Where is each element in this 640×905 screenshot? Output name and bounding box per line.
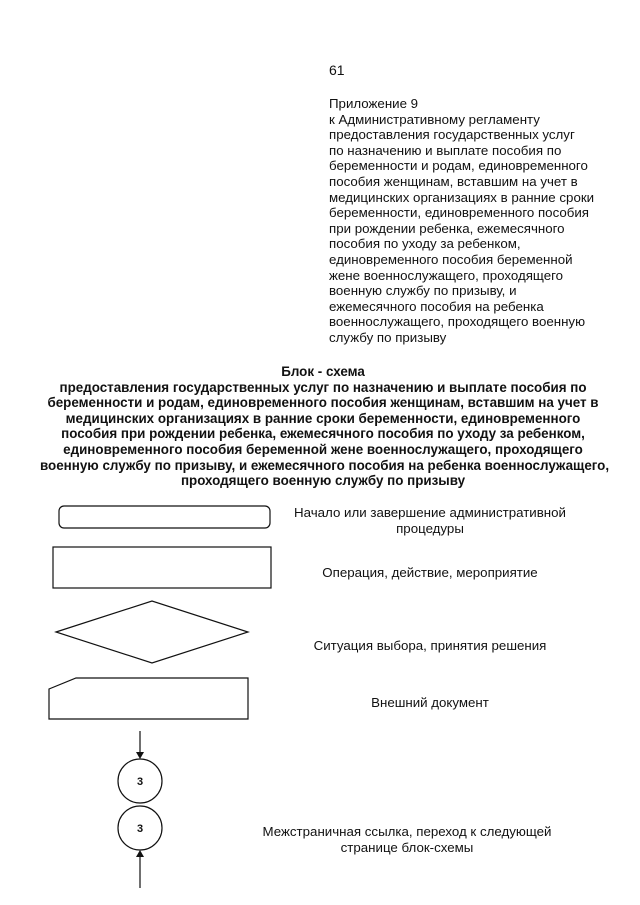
appendix-line: пособия женщинам, вставшим на учет в xyxy=(329,173,578,189)
appendix-line: единовременного пособия беременной xyxy=(329,251,573,267)
connector-arrowhead-in-icon xyxy=(136,752,144,759)
appendix-line: жене военнослужащего, проходящего xyxy=(329,267,564,283)
flowchart-title-line: проходящего военную службу по призыву xyxy=(180,473,466,489)
appendix-line: Приложение 9 xyxy=(329,96,419,111)
operation-label-line: Операция, действие, мероприятие xyxy=(322,565,538,580)
appendix-line: беременности и родам, единовременного xyxy=(329,158,588,174)
appendix-line: военную службу по призыву, и xyxy=(329,283,517,299)
flowchart-title-line: военную службу по призыву, и ежемесячного пособия на ребенка военнослужащего, xyxy=(40,457,610,473)
appendix-line: беременности, единовременного пособия xyxy=(329,205,590,221)
document-label xyxy=(285,695,575,711)
flowchart-title-line: предоставления государственных услуг по назначению и выплате пособия по xyxy=(59,379,587,395)
document-shape xyxy=(49,678,248,719)
appendix-line: при рождении ребенка, ежемесячного xyxy=(329,220,565,236)
flowchart-heading: Блок - схема xyxy=(281,364,365,379)
appendix-line: военнослужащего, проходящего военную xyxy=(329,314,586,330)
appendix-line: службу по призыву xyxy=(329,329,447,345)
connector-top-number: 3 xyxy=(136,776,144,788)
flowchart-title-line: единовременного пособия беременной жене военнослужащего, проходящего xyxy=(63,441,583,457)
start-end-label xyxy=(285,505,575,537)
document-label-line: Внешний документ xyxy=(371,695,489,710)
connector-label-line: странице блок-схемы xyxy=(340,840,474,855)
connector-arrowhead-out-icon xyxy=(136,850,144,857)
appendix-line: медицинских организациях в ранние сроки xyxy=(329,189,595,205)
connector-label-line: Межстраничная ссылка, переход к следующей xyxy=(262,824,552,839)
connector-label xyxy=(262,824,552,856)
operation-shape xyxy=(53,547,271,588)
appendix-line: пособия по уходу за ребенком, xyxy=(329,236,521,252)
appendix-line: ежемесячного пособия на ребенка xyxy=(329,298,544,314)
page-number: 61 xyxy=(329,62,345,78)
appendix-line: по назначению и выплате пособия по xyxy=(329,142,562,158)
start-end-label-line: процедуры xyxy=(396,521,464,536)
flowchart-title-line: медицинских организациях в ранние сроки беременности, единовременного xyxy=(65,410,581,426)
appendix-line: предоставления государственных услуг xyxy=(329,127,575,143)
decision-shape xyxy=(56,601,248,663)
start-end-shape xyxy=(59,506,270,528)
start-end-label-line: Начало или завершение административной xyxy=(294,505,566,520)
decision-label xyxy=(285,638,575,654)
flowchart-title-line: беременности и родам, единовременного пособия женщинам, вставшим на учет в xyxy=(47,395,599,411)
flowchart-title-line: пособия при рождении ребенка, ежемесячного пособия по уходу за ребенком, xyxy=(61,426,585,442)
operation-label xyxy=(285,565,575,581)
appendix-line: к Административному регламенту xyxy=(329,111,540,127)
decision-label-line: Ситуация выбора, принятия решения xyxy=(313,638,547,653)
connector-bottom-number: 3 xyxy=(136,823,144,835)
